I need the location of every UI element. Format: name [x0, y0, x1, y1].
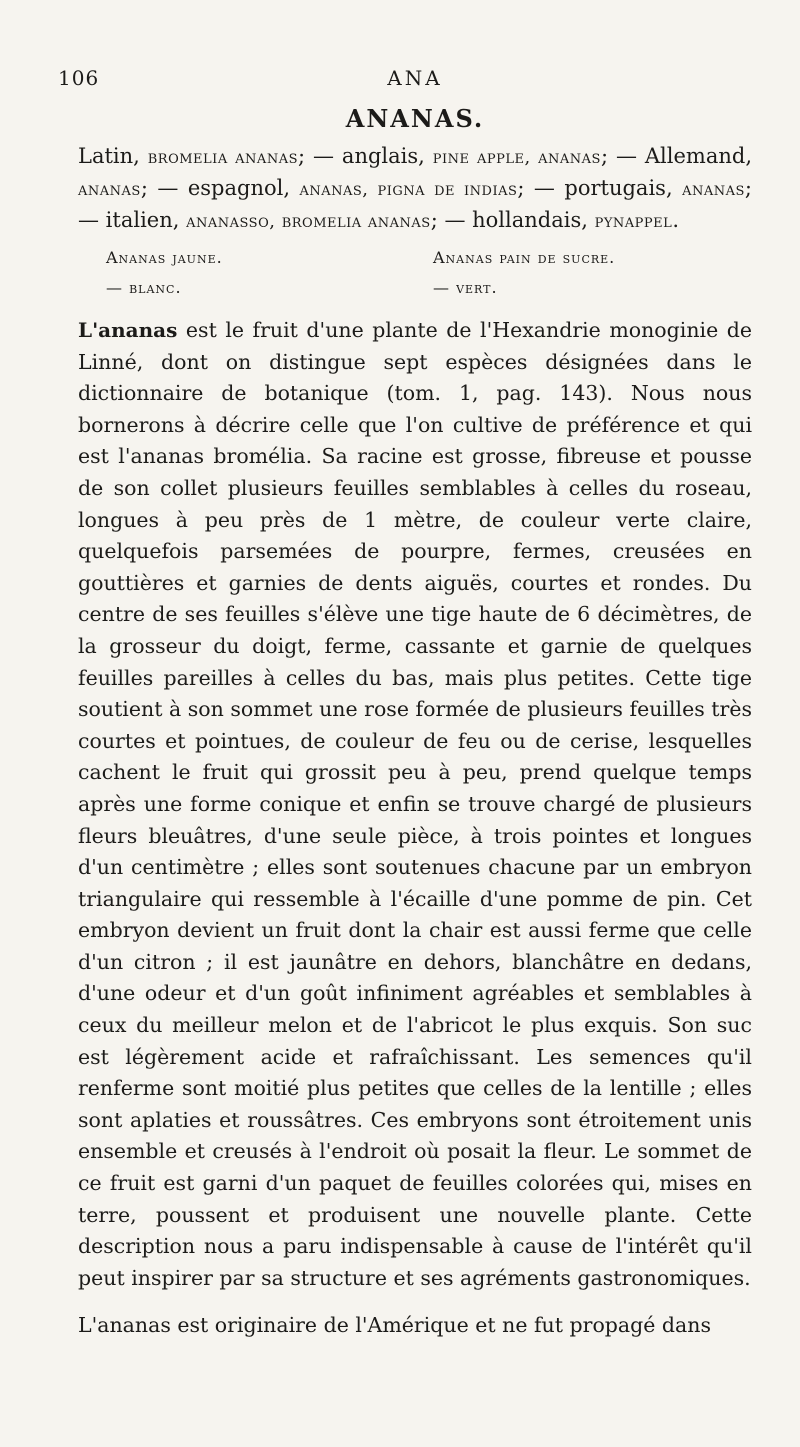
synonym-term: ananas — [682, 179, 745, 200]
synonym-text: ; — anglais, — [298, 144, 433, 168]
synonym-term: ananas — [78, 179, 141, 200]
synonym-text: ; — hollandais, — [430, 208, 595, 232]
body-paragraph-continued: L'ananas est originaire de l'Amérique et ne fut propagé dans — [78, 1313, 711, 1338]
synonym-text: ; — italien, — [78, 176, 752, 232]
variety-item: Ananas jaune. — [106, 248, 223, 267]
varieties-list — [78, 243, 752, 303]
synonym-text: ; — portugais, — [517, 176, 683, 200]
synonym-text: . — [672, 208, 679, 232]
running-head — [58, 66, 752, 92]
synonym-term: ananas, pigna de indias — [299, 179, 518, 200]
page-number: 106 — [58, 66, 100, 90]
body-paragraph — [78, 315, 752, 1294]
synonym-text: ; — Allemand, — [600, 144, 752, 168]
synonym-text: ; — espagnol, — [140, 176, 300, 200]
synonym-term: ananasso, bromelia ananas — [186, 211, 431, 232]
synonym-term: bromelia ananas — [147, 147, 298, 168]
running-title: ANA — [387, 66, 443, 90]
variety-item: — blanc. — [106, 278, 182, 297]
paragraph-text: est le fruit d'une plante de l'Hexandrie monoginie de Linné, dont on distingue sept espèces désignées dans le dictionnaire de botanique (tom. 1, pag. 143). Nous nous bornerons à décrire celle que l'on cultive de préférence et qui est l'ananas bromélia. Sa racine est grosse, fibreuse et pousse de son collet plusieurs feuilles semblables à celles du roseau, longues à peu près de 1 mètre, de couleur verte claire, quelquefois parsemées de pourpre, fermes, creusées en gouttières et garnies de dents aiguës, courtes et rondes. Du centre de ses feuilles s'élève une tige haute de 6 décimètres, de la grosseur du doigt, ferme, cassante et garnie de quelques feuilles pareilles à celles du bas, mais plus petites. Cette tige soutient à son sommet une rose formée de plusieurs feuilles très courtes et pointues, de couleur de feu ou de cerise, lesquelles cachent le fruit qui grossit peu à peu, prend quelque temps après une forme conique et enfin se trouve chargé de plusieurs fleurs bleuâtres, d'une seule pièce, à trois pointes et longues d'un centimètre ; elles sont soutenues chacune par un embryon triangulaire qui ressemble à l'écaille d'une pomme de pin. Cet embryon devient un fruit dont la chair est aussi ferme que celle d'un citron ; il est jaunâtre en dehors, blanchâtre en dedans, d'une odeur et d'un goût infiniment agréables et semblables à ceux du meilleur melon et de l'abricot le plus exquis. Son suc est légèrement acide et rafraîchissant. Les semences qu'il renferme sont moitié plus petites que celles de la lentille ; elles sont aplaties et roussâtres. Ces embryons sont étroitement unis ensemble et creusés à l'endroit où posait la fleur. Le sommet de ce fruit est garni d'un paquet de feuilles colorées qui, mises en terre, poussent et produisent une nouvelle plante. Cette description nous a paru indispensable à cause de l'intérêt qu'il peut inspirer par sa structure et ses agréments gastronomiques. — [78, 318, 752, 1290]
synonym-term: pine apple, ananas — [432, 147, 601, 168]
synonyms-paragraph — [78, 141, 752, 237]
variety-item: — vert. — [433, 278, 498, 297]
lead-word: L'ananas — [78, 318, 178, 342]
synonym-text: Latin, — [78, 144, 148, 168]
variety-item: Ananas pain de sucre. — [433, 248, 616, 267]
synonym-term: pynappel — [594, 211, 673, 232]
article-title: ANANAS. — [345, 104, 485, 133]
